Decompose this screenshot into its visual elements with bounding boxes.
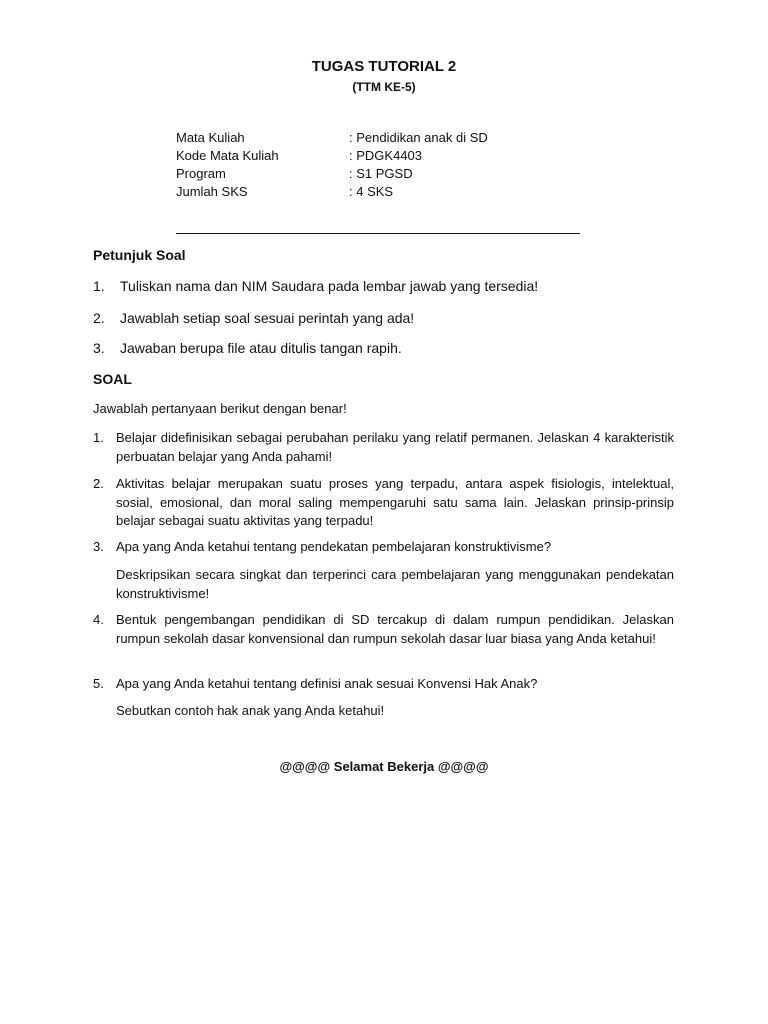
divider-line — [176, 233, 580, 234]
question-text: Belajar didefinisikan sebagai perubahan perilaku yang relatif permanen. Jelaskan 4 karakteristik perbuatan belajar yang Anda pahami! — [116, 430, 674, 464]
course-info-value: : S1 PGSD — [349, 166, 413, 181]
soal-intro: Jawablah pertanyaan berikut dengan benar! — [93, 401, 347, 416]
question-number: 2. — [93, 476, 104, 491]
instruction-number: 2. — [93, 310, 105, 326]
closing-message: @@@@ Selamat Bekerja @@@@ — [279, 759, 489, 774]
course-info-label: Mata Kuliah — [176, 130, 245, 145]
question-follow-up: Sebutkan contoh hak anak yang Anda ketahui! — [116, 703, 385, 718]
instruction-item — [93, 278, 538, 294]
course-info-row — [176, 183, 488, 201]
instruction-number: 1. — [93, 278, 105, 294]
soal-heading: SOAL — [93, 371, 132, 387]
course-info-row — [176, 165, 488, 183]
instruction-text: Jawablah setiap soal sesuai perintah yang ada! — [120, 310, 415, 326]
course-info-row — [176, 147, 488, 165]
question-text: Aktivitas belajar merupakan suatu proses yang terpadu, antara aspek fisiologis, intelektual, sosial, emosional, dan moral saling mempengaruhi satu sama lain. Jelaskan prinsip-prinsip belajar sebagai suatu aktivitas yang terpadu! — [116, 476, 674, 528]
course-info-value: : PDGK4403 — [349, 148, 422, 163]
question-text: Apa yang Anda ketahui tentang pendekatan pembelajaran konstruktivisme? — [116, 539, 552, 554]
instruction-number: 3. — [93, 340, 105, 356]
question-text: Apa yang Anda ketahui tentang definisi anak sesuai Konvensi Hak Anak? — [116, 676, 538, 691]
instruction-item — [93, 310, 414, 326]
page-title: TUGAS TUTORIAL 2 — [311, 58, 457, 75]
course-info-value: : Pendidikan anak di SD — [349, 130, 488, 145]
course-info-row — [176, 129, 488, 147]
petunjuk-heading: Petunjuk Soal — [93, 247, 186, 263]
course-info-label: Kode Mata Kuliah — [176, 148, 279, 163]
question-follow-up: Deskripsikan secara singkat dan terperinci cara pembelajaran yang menggunakan pendekatan konstruktivisme! — [116, 567, 674, 601]
page-subtitle: (TTM KE-5) — [352, 80, 416, 94]
instruction-text: Tuliskan nama dan NIM Saudara pada lembar jawab yang tersedia! — [120, 278, 539, 294]
question-text: Bentuk pengembangan pendidikan di SD tercakup di dalam rumpun pendidikan. Jelaskan rumpun sekolah dasar konvensional dan rumpun sekolah dasar luar biasa yang Anda ketahui! — [116, 612, 674, 646]
course-info-label: Program — [176, 166, 226, 181]
question-item — [93, 675, 674, 694]
question-number: 1. — [93, 430, 104, 445]
question-item — [93, 611, 674, 648]
course-info-label: Jumlah SKS — [176, 184, 248, 199]
instruction-text: Jawaban berupa file atau ditulis tangan rapih. — [120, 340, 402, 356]
question-number: 4. — [93, 612, 104, 627]
question-number: 3. — [93, 539, 104, 554]
question-item — [93, 475, 674, 531]
question-item — [93, 429, 674, 466]
question-item — [93, 538, 674, 557]
course-info-value: : 4 SKS — [349, 184, 394, 199]
course-info-block — [176, 129, 488, 201]
question-number: 5. — [93, 676, 104, 691]
instruction-item — [93, 340, 402, 356]
